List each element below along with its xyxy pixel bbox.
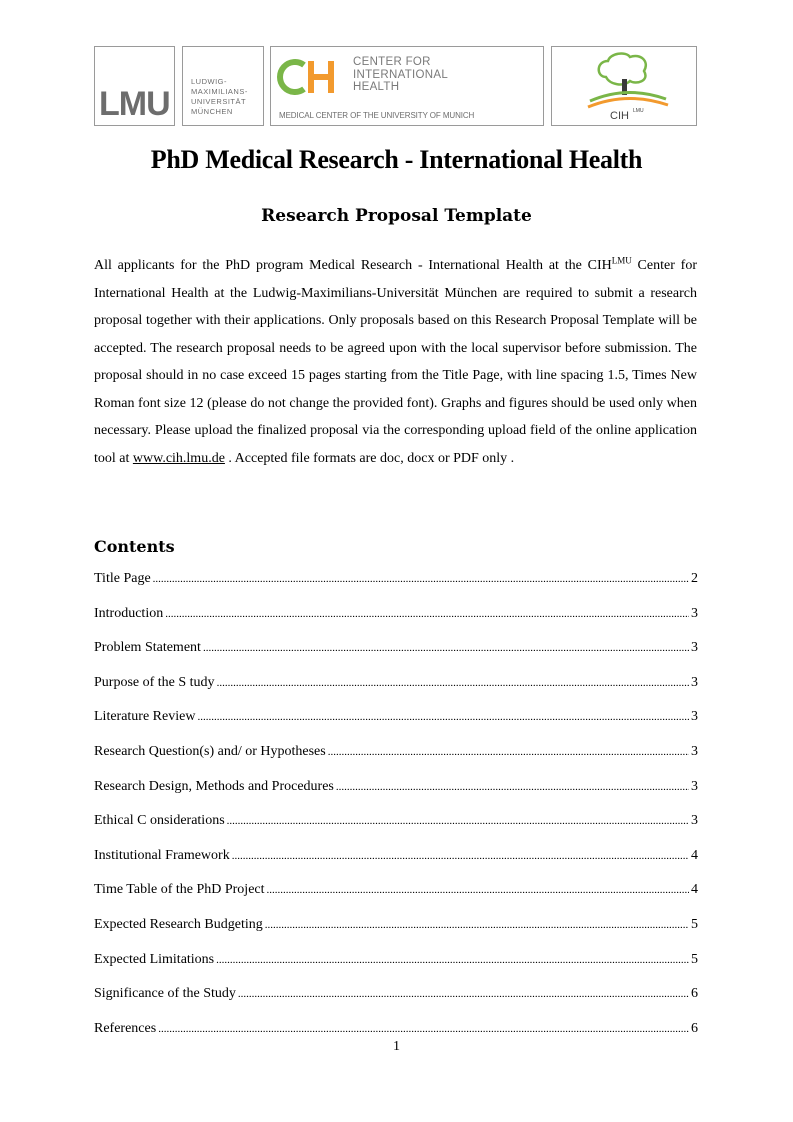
university-name-logo bbox=[182, 46, 264, 126]
toc-item[interactable]: Time Table of the PhD Project ..... 4 bbox=[94, 880, 698, 915]
toc-item[interactable]: Introduction ..... 3 bbox=[94, 604, 698, 639]
cih-logo-icon bbox=[276, 57, 350, 97]
cih-logo bbox=[270, 46, 544, 126]
tree-logo-text: CIH bbox=[610, 110, 629, 122]
toc-item[interactable]: Ethical C onsiderations ..... 3 bbox=[94, 811, 698, 846]
lmu-logo bbox=[94, 46, 175, 126]
university-name: LUDWIG- MAXIMILIANS- UNIVERSITÄT MÜNCHEN bbox=[191, 77, 248, 116]
toc-item[interactable]: Expected Research Budgeting ..... 5 bbox=[94, 915, 698, 950]
toc-item[interactable]: Research Question(s) and/ or Hypotheses ..... 3 bbox=[94, 742, 698, 777]
document-title: PhD Medical Research - International Health bbox=[150, 145, 643, 174]
toc-item[interactable]: Title Page ..... 2 bbox=[94, 569, 698, 604]
header-logos bbox=[94, 46, 697, 128]
toc-item[interactable]: Purpose of the S tudy ..... 3 bbox=[94, 673, 698, 708]
contents-heading: Contents bbox=[94, 537, 175, 556]
tree-logo bbox=[551, 46, 697, 126]
lmu-logo-text: LMU bbox=[99, 85, 170, 123]
toc-item[interactable]: Problem Statement ..... 3 bbox=[94, 638, 698, 673]
intro-paragraph: All applicants for the PhD program Medical Research - International Health at the $CIH^{LMU}$ Center for International Health at the Ludwig-Maximilians-Universität München are required to submit a research proposal together with their applications. Only proposals based on this Research Proposal Template will be accepted. The research proposal needs to be agreed upon with the local supervisor before submission. The proposal should in no case exceed 15 pages starting from the Title Page, with line spacing 1.5, Times New Roman font size 12 (please do not change the provided font). Graphs and figures should be used only when necessary. Please upload the finalized proposal via the corresponding upload field of the online application tool at www.cih.lmu.de . Accepted file formats are doc, docx or PDF only . bbox=[94, 255, 697, 466]
cih-name: CENTER FOR INTERNATIONAL HEALTH bbox=[353, 56, 449, 93]
toc-item[interactable]: Expected Limitations ..... 5 bbox=[94, 950, 698, 985]
cih-subtitle: MEDICAL CENTER OF THE UNIVERSITY OF MUNICH bbox=[279, 111, 475, 120]
toc-item[interactable]: Literature Review ..... 3 bbox=[94, 707, 698, 742]
toc-item[interactable]: Significance of the Study ..... 6 bbox=[94, 984, 698, 1019]
tree-logo-icon bbox=[582, 51, 672, 123]
table-of-contents bbox=[94, 569, 698, 1053]
toc-item[interactable]: Research Design, Methods and Procedures ..... 3 bbox=[94, 777, 698, 812]
tree-logo-sup: LMU bbox=[633, 108, 644, 114]
cih-website-link[interactable]: www.cih.lmu.de bbox=[132, 450, 225, 466]
document-subtitle: Research Proposal Template bbox=[261, 206, 532, 226]
toc-item[interactable]: Institutional Framework ..... 4 bbox=[94, 846, 698, 881]
toc-item[interactable]: References ..... 6 bbox=[94, 1019, 698, 1054]
page-number: 1 bbox=[393, 1039, 400, 1054]
